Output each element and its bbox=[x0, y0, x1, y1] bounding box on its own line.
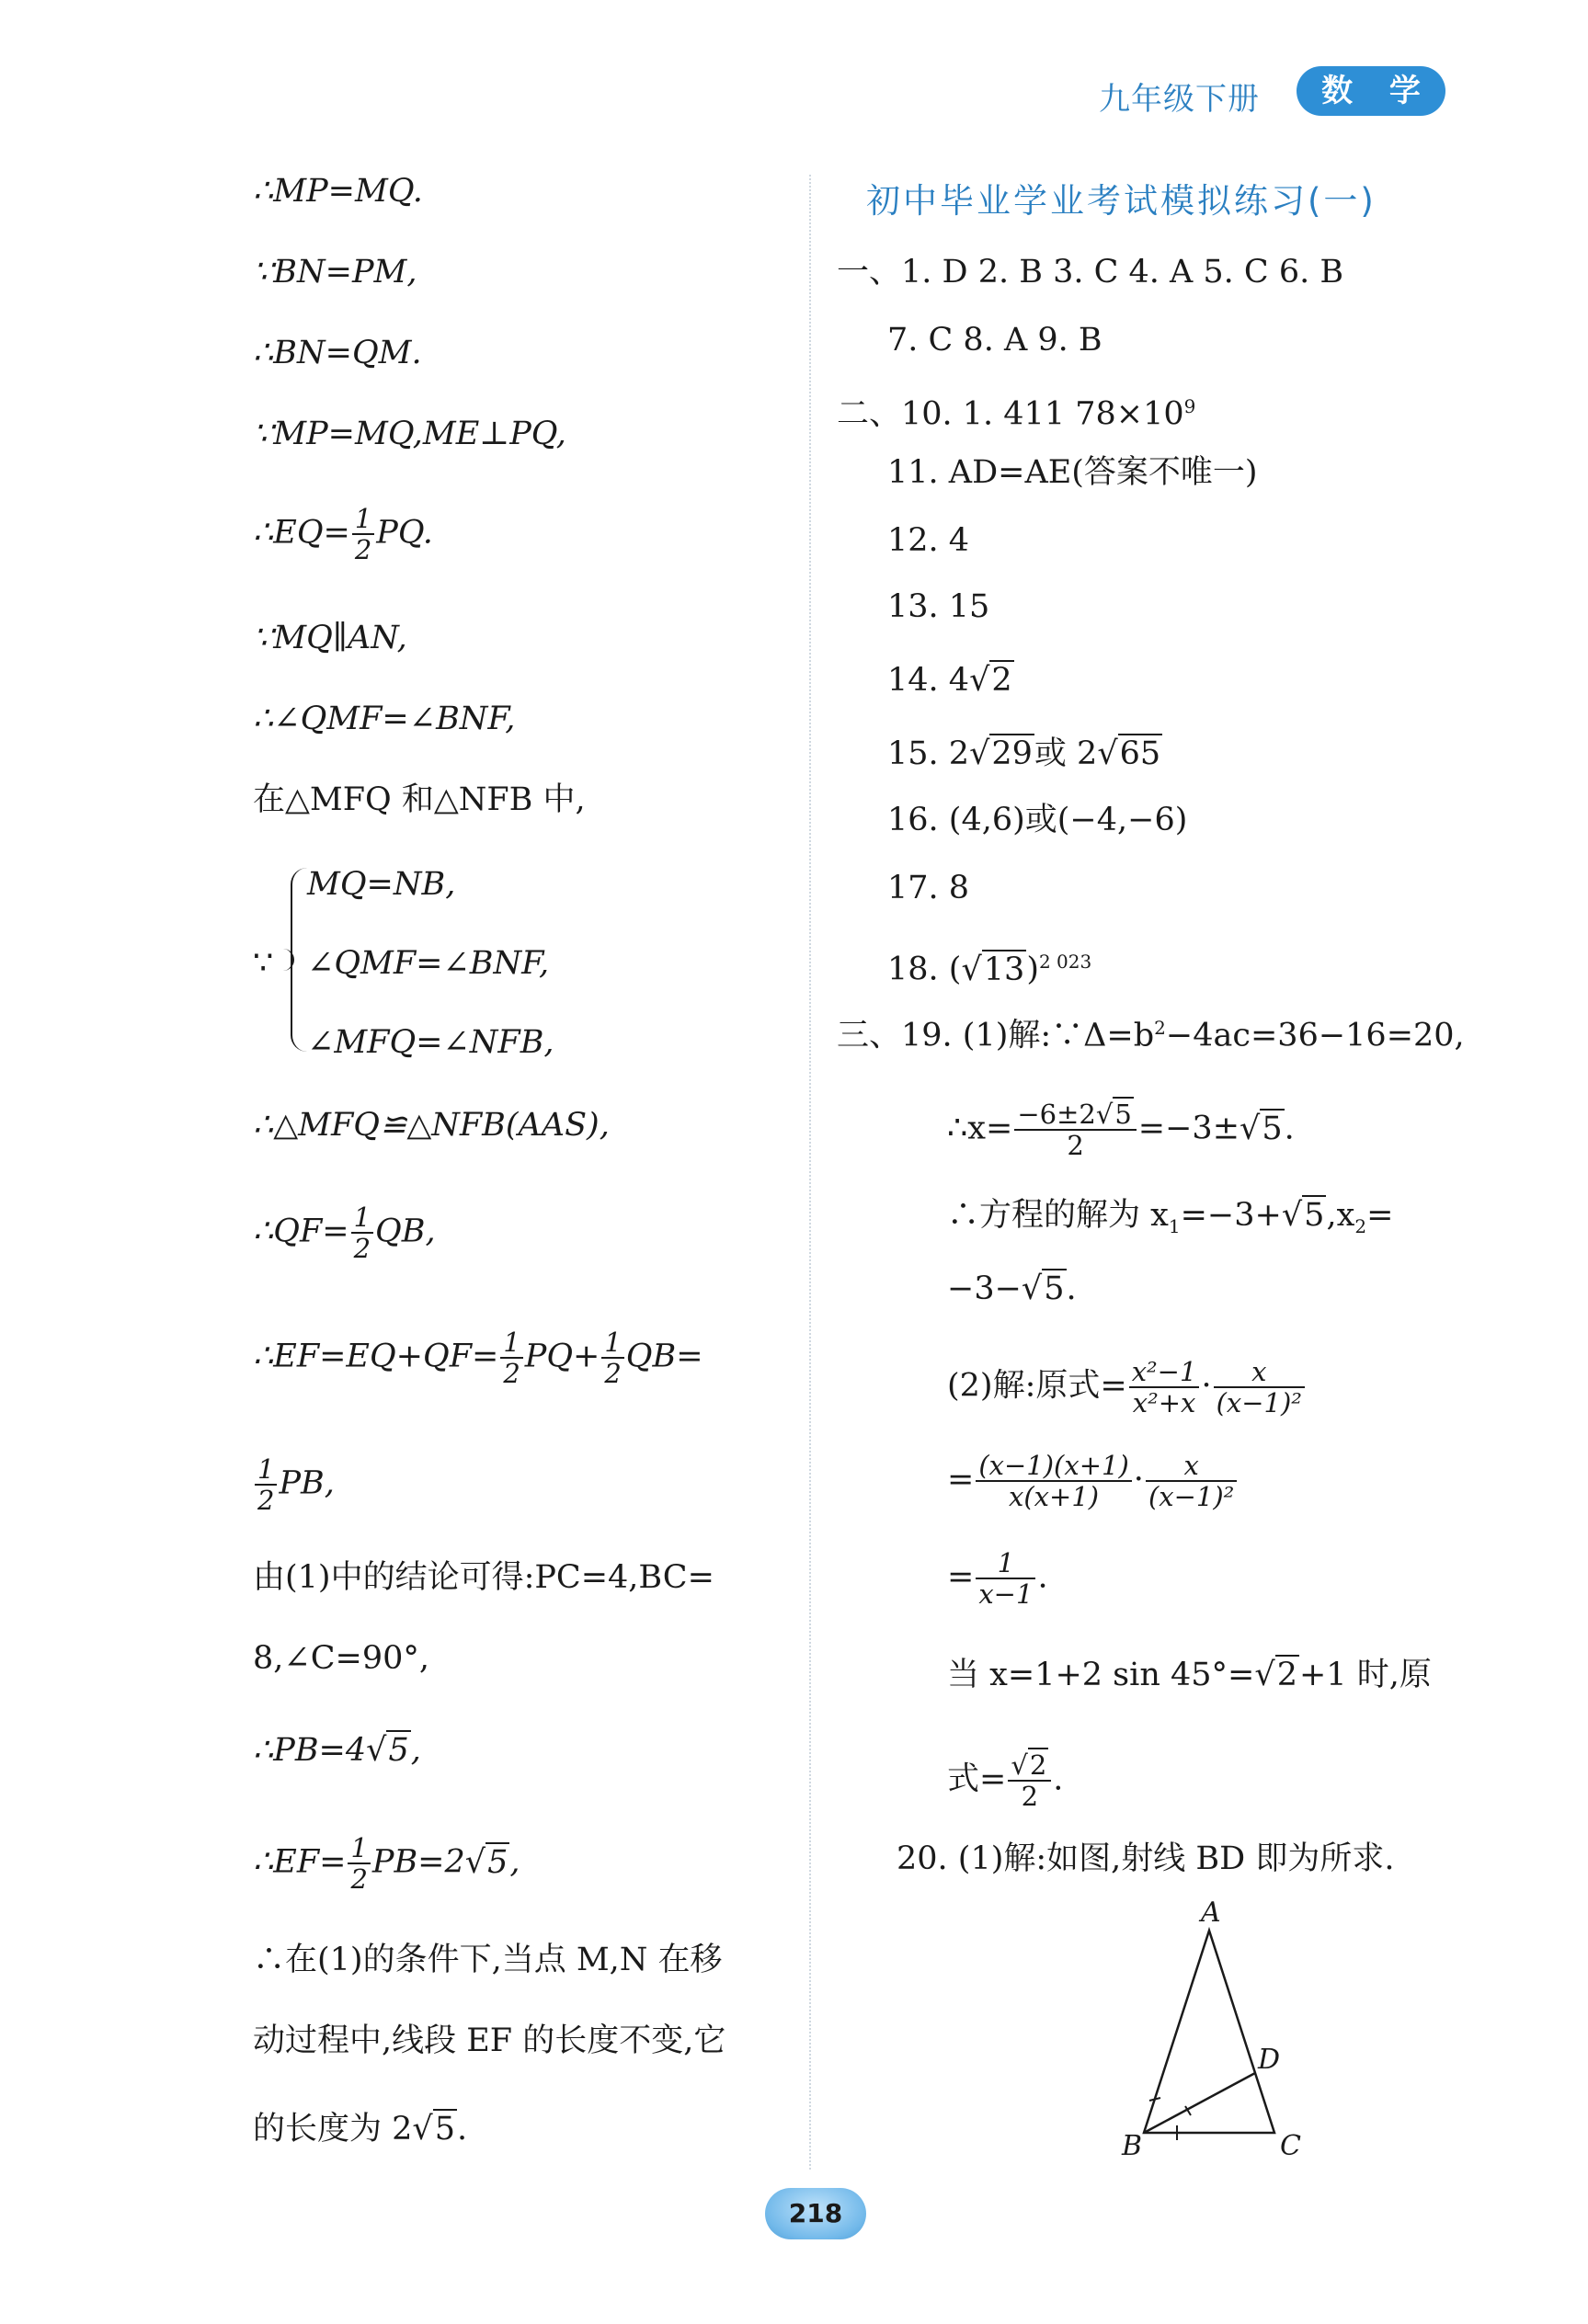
r17-den-1: x(x+1) bbox=[1009, 1481, 1100, 1512]
l15-post: , bbox=[410, 1732, 421, 1769]
answer-line-8 bbox=[887, 734, 1162, 774]
l16-mid: PB=2 bbox=[371, 1843, 465, 1881]
r7-pre: 14. 4 bbox=[887, 662, 970, 699]
l19-pre: 的长度为 2 bbox=[253, 2111, 413, 2147]
r15-pre: −3− bbox=[947, 1270, 1022, 1307]
r11-post: ) bbox=[1026, 951, 1039, 988]
answer-line-17 bbox=[947, 1451, 1239, 1511]
r13-radicand: 5 bbox=[1262, 1110, 1283, 1147]
l10-fraction bbox=[351, 1202, 373, 1263]
answer-line-15 bbox=[947, 1269, 1077, 1309]
r13-num bbox=[1014, 1099, 1136, 1131]
r17-num-2: x bbox=[1146, 1451, 1237, 1482]
r13-num-radicand: 5 bbox=[1114, 1099, 1132, 1130]
l19-sqrt: √5 bbox=[412, 2111, 455, 2147]
left-line-10 bbox=[253, 1202, 436, 1263]
r13-post: . bbox=[1284, 1110, 1295, 1147]
r16-pre: (2)解:原式= bbox=[947, 1367, 1127, 1405]
l11-den-2: 2 bbox=[604, 1358, 622, 1389]
l5-fraction bbox=[352, 504, 374, 564]
l5-num: 1 bbox=[352, 504, 374, 535]
vertex-label-b: B bbox=[1122, 2130, 1143, 2160]
r16-den-1: x²+x bbox=[1132, 1387, 1196, 1418]
r15-sqrt: √5 bbox=[1021, 1270, 1065, 1307]
l5-pre: ∴EQ= bbox=[253, 514, 350, 552]
l12-post: PB, bbox=[279, 1464, 335, 1502]
l10-post: QB, bbox=[375, 1213, 436, 1250]
r7-sqrt: √2 bbox=[969, 662, 1012, 699]
l16-fraction bbox=[348, 1833, 370, 1894]
r16-num-1: x²−1 bbox=[1129, 1357, 1200, 1388]
r8-sqrt-2: √65 bbox=[1097, 735, 1161, 772]
r14-pre: ∴方程的解为 x bbox=[947, 1197, 1169, 1234]
l19-radicand: 5 bbox=[434, 2111, 455, 2147]
left-line-4: ∵MP=MQ,ME⊥PQ, bbox=[253, 416, 566, 452]
answer-line-20 bbox=[947, 1750, 1063, 1811]
r18-num: 1 bbox=[976, 1548, 1035, 1579]
system-because-symbol: ∵ bbox=[253, 945, 274, 982]
answer-line-14 bbox=[947, 1195, 1393, 1247]
r13-pre: ∴x= bbox=[947, 1110, 1013, 1147]
l5-post: PQ. bbox=[376, 514, 433, 552]
answer-line-3 bbox=[837, 386, 1195, 435]
left-line-7: ∴∠QMF=∠BNF, bbox=[253, 701, 516, 737]
l16-den: 2 bbox=[350, 1863, 368, 1895]
r17-num-1: (x−1)(x+1) bbox=[976, 1451, 1131, 1482]
r11-sqrt: √13 bbox=[961, 951, 1025, 988]
r8-sqrt-1: √29 bbox=[969, 735, 1033, 772]
r18-fraction bbox=[976, 1548, 1035, 1609]
r14-sub-2: 2 bbox=[1354, 1215, 1367, 1237]
left-line-13: 由(1)中的结论可得:PC=4,BC= bbox=[253, 1559, 714, 1596]
left-line-14: 8,∠C=90°, bbox=[253, 1640, 429, 1677]
vertex-label-a: A bbox=[1201, 1897, 1221, 1929]
r17-pre: = bbox=[947, 1461, 975, 1498]
answer-line-12 bbox=[837, 1008, 1465, 1056]
l15-sqrt: √5 bbox=[366, 1732, 409, 1769]
r12-post: −4ac=36−16=20, bbox=[1165, 1017, 1465, 1054]
r14-sqrt: √5 bbox=[1281, 1197, 1325, 1234]
l5-den: 2 bbox=[354, 534, 372, 565]
page-number: 218 bbox=[765, 2188, 866, 2239]
l15-pre: ∴PB=4 bbox=[253, 1732, 367, 1769]
r8-radicand-2: 65 bbox=[1119, 735, 1161, 772]
r17-fraction-1 bbox=[976, 1451, 1131, 1511]
r19-sqrt: √2 bbox=[1254, 1657, 1297, 1693]
r13-sqrt: √5 bbox=[1240, 1110, 1283, 1147]
l11-fraction-1 bbox=[500, 1327, 522, 1388]
r14-sub-1: 1 bbox=[1168, 1215, 1181, 1237]
header-grade: 九年级下册 bbox=[1099, 81, 1260, 118]
header-subject-badge: 数 学 bbox=[1297, 66, 1445, 116]
l11-post: QB= bbox=[625, 1338, 703, 1375]
l10-den: 2 bbox=[353, 1233, 371, 1264]
r16-den-2: (x−1)² bbox=[1216, 1387, 1302, 1418]
left-line-18: 动过程中,线段 EF 的长度不变,它 bbox=[253, 2022, 726, 2059]
r13-fraction bbox=[1014, 1099, 1136, 1160]
r20-fraction bbox=[1008, 1750, 1051, 1811]
left-line-16 bbox=[253, 1833, 520, 1894]
r16-fraction-2 bbox=[1214, 1357, 1305, 1418]
r20-num-radicand: 2 bbox=[1029, 1749, 1047, 1781]
r13-den: 2 bbox=[1067, 1130, 1084, 1161]
l11-pre: ∴EF=EQ+QF= bbox=[253, 1338, 499, 1375]
left-line-2: ∵BN=PM, bbox=[253, 254, 417, 290]
r19-pre: 当 x=1+2 sin 45°= bbox=[947, 1657, 1255, 1693]
left-line-9: ∴△MFQ≌△NFB(AAS), bbox=[253, 1107, 610, 1144]
r16-fraction-1 bbox=[1129, 1357, 1200, 1418]
left-line-8: 在△MFQ 和△NFB 中, bbox=[253, 781, 586, 818]
l12-fraction bbox=[255, 1454, 277, 1515]
l16-sqrt: √5 bbox=[464, 1843, 508, 1881]
r15-radicand: 5 bbox=[1044, 1270, 1065, 1307]
r11-exp: 2 023 bbox=[1038, 951, 1092, 973]
vertex-label-c: C bbox=[1280, 2130, 1301, 2160]
r13-num-sqrt: √5 bbox=[1095, 1099, 1132, 1130]
l16-pre: ∴EF= bbox=[253, 1843, 347, 1881]
r20-num-sqrt: √2 bbox=[1011, 1749, 1047, 1781]
l12-den: 2 bbox=[257, 1485, 275, 1516]
system-eq-2: ∠QMF=∠BNF, bbox=[307, 945, 550, 982]
l11-num-1: 1 bbox=[500, 1327, 522, 1359]
r12-pre: 三、19. (1)解:∵Δ=b bbox=[837, 1017, 1155, 1054]
r14-post: = bbox=[1366, 1197, 1394, 1234]
left-line-5 bbox=[253, 504, 433, 564]
answer-line-5: 12. 4 bbox=[887, 522, 970, 559]
left-line-3: ∴BN=QM. bbox=[253, 335, 422, 371]
triangle-abc bbox=[1144, 1931, 1274, 2133]
l15-radicand: 5 bbox=[388, 1732, 409, 1769]
answer-line-13 bbox=[947, 1099, 1295, 1160]
l11-den-1: 2 bbox=[503, 1358, 520, 1389]
r13-num-pre: −6±2 bbox=[1017, 1099, 1096, 1130]
l11-num-2: 1 bbox=[601, 1327, 623, 1359]
r16-num-2: x bbox=[1214, 1357, 1305, 1388]
l16-radicand: 5 bbox=[487, 1843, 508, 1881]
r3-exp: 9 bbox=[1183, 395, 1196, 417]
answer-line-16 bbox=[947, 1357, 1307, 1418]
l16-post: , bbox=[509, 1843, 520, 1881]
r14-mid-2: ,x bbox=[1326, 1197, 1355, 1234]
r18-post: . bbox=[1037, 1558, 1048, 1596]
answer-line-4: 11. AD=AE(答案不唯一) bbox=[887, 454, 1258, 491]
answer-line-7 bbox=[887, 660, 1014, 701]
r17-fraction-2 bbox=[1146, 1451, 1237, 1511]
r13-mid: =−3± bbox=[1137, 1110, 1240, 1147]
r20-den: 2 bbox=[1021, 1781, 1039, 1812]
r8-pre: 15. 2 bbox=[887, 735, 970, 772]
answer-line-19 bbox=[947, 1655, 1432, 1695]
r20-pre: 式= bbox=[947, 1760, 1007, 1798]
left-line-12 bbox=[253, 1454, 335, 1515]
l19-post: . bbox=[457, 2111, 468, 2147]
left-line-17: ∴在(1)的条件下,当点 M,N 在移 bbox=[253, 1942, 723, 1978]
answer-line-21: 20. (1)解:如图,射线 BD 即为所求. bbox=[897, 1840, 1395, 1877]
r20-post: . bbox=[1053, 1760, 1064, 1798]
r18-den: x−1 bbox=[978, 1578, 1034, 1610]
r16-dot: · bbox=[1201, 1367, 1212, 1405]
r18-pre: = bbox=[947, 1558, 975, 1596]
r7-radicand: 2 bbox=[991, 662, 1012, 699]
answer-line-9: 16. (4,6)或(−4,−6) bbox=[887, 802, 1188, 838]
l11-mid: PQ+ bbox=[524, 1338, 600, 1375]
system-eq-3: ∠MFQ=∠NFB, bbox=[307, 1024, 554, 1061]
r15-post: . bbox=[1066, 1270, 1077, 1307]
triangle-figure bbox=[1103, 1894, 1324, 2160]
r8-mid: 或 2 bbox=[1034, 735, 1098, 772]
answer-line-11 bbox=[887, 941, 1091, 990]
answer-line-10: 17. 8 bbox=[887, 870, 970, 906]
l10-pre: ∴QF= bbox=[253, 1213, 349, 1250]
answer-line-6: 13. 15 bbox=[887, 588, 990, 625]
answer-line-1: 一、1. D 2. B 3. C 4. A 5. C 6. B bbox=[837, 254, 1344, 290]
r8-radicand-1: 29 bbox=[991, 735, 1033, 772]
r19-post: +1 时,原 bbox=[1298, 1657, 1432, 1693]
r14-radicand: 5 bbox=[1304, 1197, 1325, 1234]
vertex-label-d: D bbox=[1258, 2044, 1281, 2076]
r17-den-2: (x−1)² bbox=[1148, 1481, 1235, 1512]
l11-fraction-2 bbox=[601, 1327, 623, 1388]
r20-num bbox=[1008, 1750, 1051, 1782]
r11-pre: 18. ( bbox=[887, 951, 962, 988]
l10-num: 1 bbox=[351, 1202, 373, 1234]
left-line-6: ∵MQ∥AN, bbox=[253, 620, 407, 656]
column-divider bbox=[809, 175, 811, 2170]
r11-radicand: 13 bbox=[983, 951, 1025, 988]
l12-num: 1 bbox=[255, 1454, 277, 1486]
system-eq-1: MQ=NB, bbox=[307, 866, 456, 903]
l16-num: 1 bbox=[348, 1833, 370, 1864]
r12-exp: 2 bbox=[1154, 1017, 1166, 1039]
r19-radicand: 2 bbox=[1276, 1657, 1297, 1693]
left-line-11 bbox=[253, 1327, 703, 1388]
r17-dot: · bbox=[1133, 1461, 1144, 1498]
answer-line-2: 7. C 8. A 9. B bbox=[887, 322, 1102, 359]
answer-line-18 bbox=[947, 1548, 1048, 1609]
r14-mid-1: =−3+ bbox=[1180, 1197, 1282, 1234]
section-title: 初中毕业学业考试模拟练习(一) bbox=[866, 181, 1377, 221]
r3-pre: 二、10. 1. 411 78×10 bbox=[837, 395, 1184, 433]
left-line-15 bbox=[253, 1730, 421, 1771]
left-line-1: ∴MP=MQ. bbox=[253, 173, 423, 210]
left-line-19 bbox=[253, 2109, 467, 2149]
